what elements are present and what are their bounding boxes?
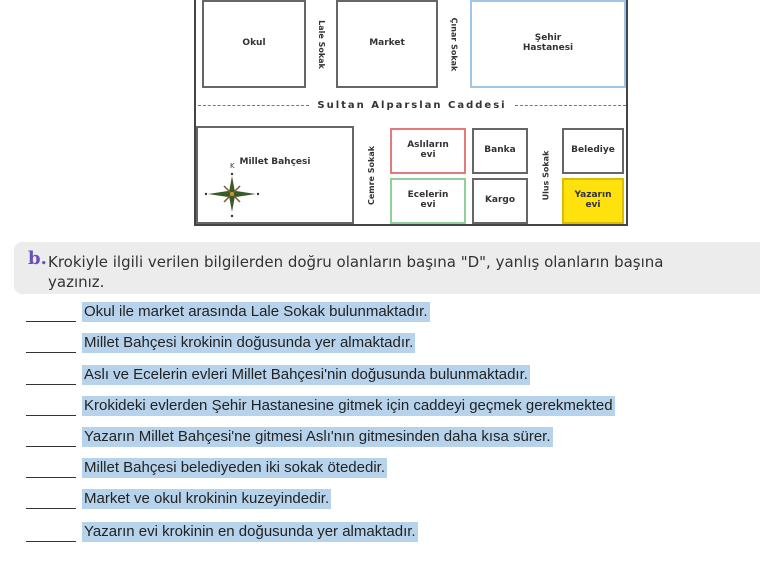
- label-asli: Aslıların evi: [407, 140, 449, 160]
- block-asli-evi: [390, 128, 466, 174]
- answer-blank[interactable]: [26, 342, 76, 353]
- block-yazarin-evi: [562, 178, 624, 224]
- label-belediye: Belediye: [571, 145, 615, 156]
- label-millet: Millet Bahçesi: [239, 157, 311, 167]
- compass-north-label: K: [230, 162, 235, 170]
- label-okul: Okul: [242, 38, 266, 49]
- street-ulus: Ulus Sokak: [541, 150, 551, 200]
- statement-row: [26, 363, 530, 385]
- instruction-box: [14, 242, 760, 294]
- statement-text: Yazarın evi krokinin en doğusunda yer almaktadır.: [84, 523, 416, 540]
- statement-text: Market ve okul krokinin kuzeyindedir.: [84, 490, 330, 507]
- answer-blank[interactable]: [26, 531, 76, 542]
- statement-text: Yazarın Millet Bahçesi'ne gitmesi Aslı'nın gitmesinden daha kısa sürer.: [84, 428, 551, 445]
- statement-text: Okul ile market arasında Lale Sokak bulunmaktadır.: [84, 303, 428, 320]
- block-hastane: [470, 0, 626, 88]
- answer-blank[interactable]: [26, 436, 76, 447]
- answer-blank[interactable]: [26, 467, 76, 478]
- statement-text: Aslı ve Ecelerin evleri Millet Bahçesi'nin doğusunda bulunmaktadır.: [84, 366, 528, 383]
- street-lale: Lale Sokak: [316, 19, 326, 69]
- statement-row: [26, 456, 387, 478]
- statement-row: [26, 425, 553, 447]
- answer-blank[interactable]: [26, 374, 76, 385]
- statement-row: [26, 520, 418, 542]
- block-belediye: [562, 128, 624, 174]
- street-cemre: Cemre Sokak: [367, 145, 377, 205]
- block-kargo: [472, 178, 528, 224]
- statement-text: Krokideki evlerden Şehir Hastanesine gitmek için caddeyi geçmek gerekmekted: [84, 397, 613, 414]
- answer-blank[interactable]: [26, 311, 76, 322]
- label-market: Market: [369, 38, 405, 49]
- instruction-text: Krokiyle ilgili verilen bilgilerden doğru olanların başına "D", yanlış olanların başına yazınız.: [48, 253, 664, 291]
- block-banka: [472, 128, 528, 174]
- statement-row: [26, 300, 430, 322]
- label-banka: Banka: [484, 145, 516, 156]
- answer-blank[interactable]: [26, 405, 76, 416]
- label-hastane: Şehir Hastanesi: [522, 33, 574, 53]
- statement-row: [26, 331, 415, 353]
- statement-text: Millet Bahçesi krokinin doğusunda yer almaktadır.: [84, 334, 414, 351]
- answer-blank[interactable]: [26, 498, 76, 509]
- compass-rose-icon: [200, 156, 264, 222]
- label-ecelerin: Ecelerin evi: [407, 190, 449, 210]
- statement-row: [26, 487, 331, 509]
- statement-row: [26, 394, 615, 416]
- label-kargo: Kargo: [484, 195, 516, 206]
- statement-text: Millet Bahçesi belediyeden iki sokak ötededir.: [84, 459, 386, 476]
- city-sketch-map: [194, 0, 628, 226]
- block-market: [336, 0, 438, 88]
- street-cinar: Çınar Sokak: [449, 17, 459, 71]
- label-yazarin: Yazarın evi: [574, 190, 612, 210]
- street-sultan-alparslan: Sultan Alparslan Caddesi: [198, 94, 626, 116]
- block-ecelerin-evi: [390, 178, 466, 224]
- block-okul: [202, 0, 306, 88]
- question-marker: b.: [28, 248, 47, 269]
